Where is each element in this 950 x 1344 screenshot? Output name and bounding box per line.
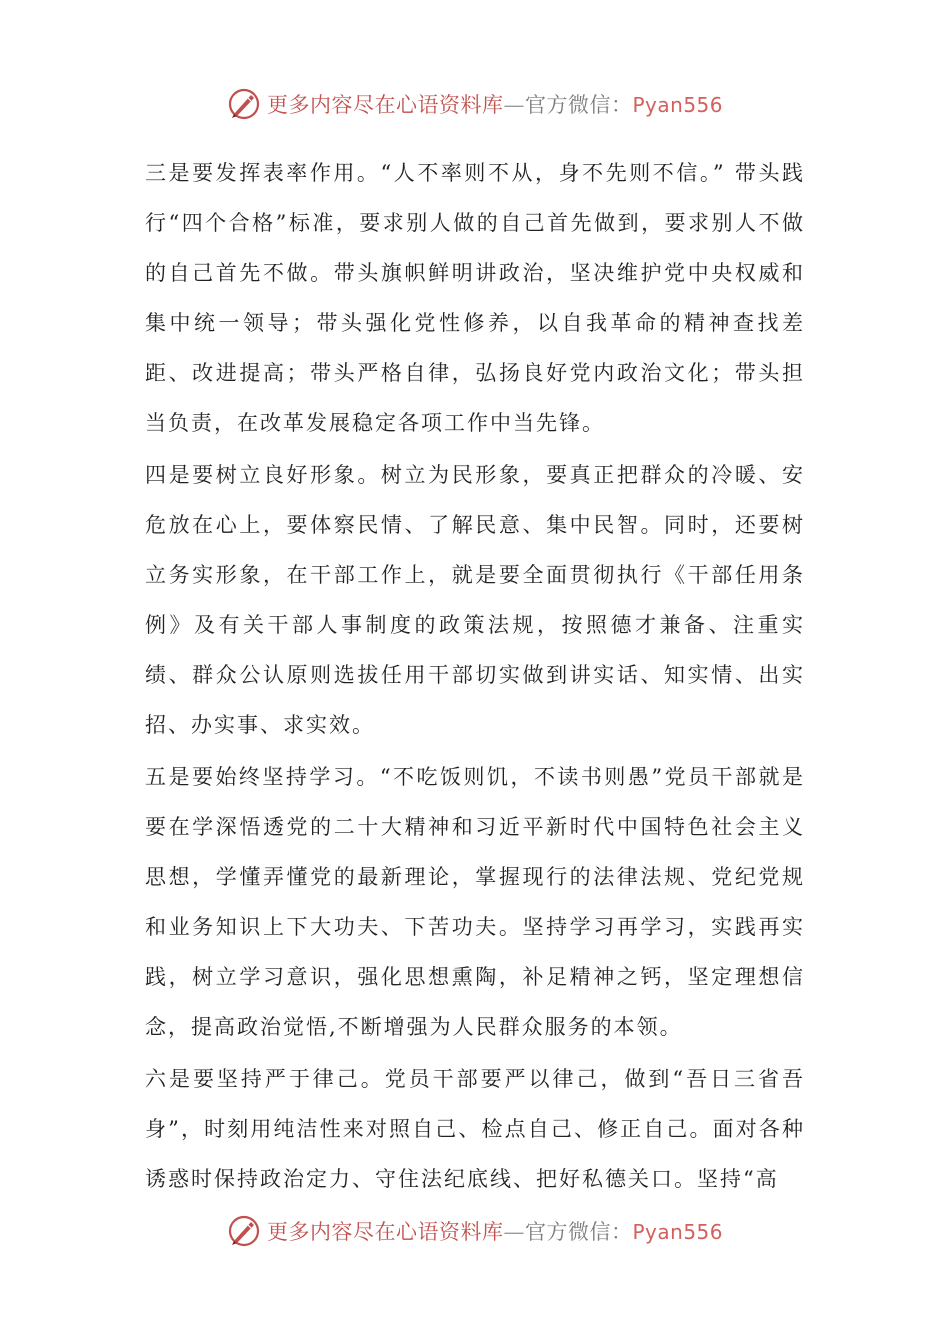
paragraph-five: 五是要始终坚持学习。“不吃饭则饥，不读书则愚”党员干部就是要在学深悟透党的二十大精神和习近平新时代中国特色社会主义思想，学懂弄懂党的最新理论，掌握现行的法律法规、党纪党规和业务知识上下大功夫、下苦功夫。坚持学习再学习，实践再实践，树立学习意识，强化思想熏陶，补足精神之钙，坚定理想信念，提高政治觉悟,不断增强为人民群众服务的本领。 [145,765,805,1039]
header-banner [0,84,950,124]
header-dash: — [503,93,525,117]
pen-logo-icon [227,1214,261,1248]
document-body [145,148,805,1206]
header-wechat-label: 官方微信： [524,93,633,117]
header-banner-text [267,89,723,119]
footer-site-text: 更多内容尽在心语资料库 [266,1220,504,1244]
footer-wechat-label: 官方微信： [524,1220,633,1244]
footer-banner-text [267,1216,723,1246]
footer-dash: — [503,1220,525,1244]
paragraph-six: 六是要坚持严于律己。党员干部要严以律己，做到“吾日三省吾身”，时刻用纯洁性来对照自己、检点自己、修正自己。面对各种诱惑时保持政治定力、守住法纪底线、把好私德关口。坚持“高 [145,1067,805,1191]
header-wechat-id: Pyan556 [632,93,723,117]
paragraph-four: 四是要树立良好形象。树立为民形象，要真正把群众的冷暖、安危放在心上，要体察民情、了解民意、集中民智。同时，还要树立务实形象，在干部工作上，就是要全面贯彻执行《干部任用条例》及有关干部人事制度的政策法规，按照德才兼备、注重实绩、群众公认原则选拔任用干部切实做到讲实话、知实情、出实招、办实事、求实效。 [145,463,805,737]
pen-logo-icon [227,87,261,121]
footer-banner [0,1211,950,1251]
paragraph-three: 三是要发挥表率作用。“人不率则不从，身不先则不信。” 带头践行“四个合格”标准，要求别人做的自己首先做到，要求别人不做的自己首先不做。带头旗帜鲜明讲政治，坚决维护党中央权威和集中统一领导；带头强化党性修养，以自我革命的精神查找差距、改进提高；带头严格自律，弘扬良好党内政治文化；带头担当负责，在改革发展稳定各项工作中当先锋。 [145,161,805,435]
footer-wechat-id: Pyan556 [632,1220,723,1244]
header-site-text: 更多内容尽在心语资料库 [266,93,504,117]
